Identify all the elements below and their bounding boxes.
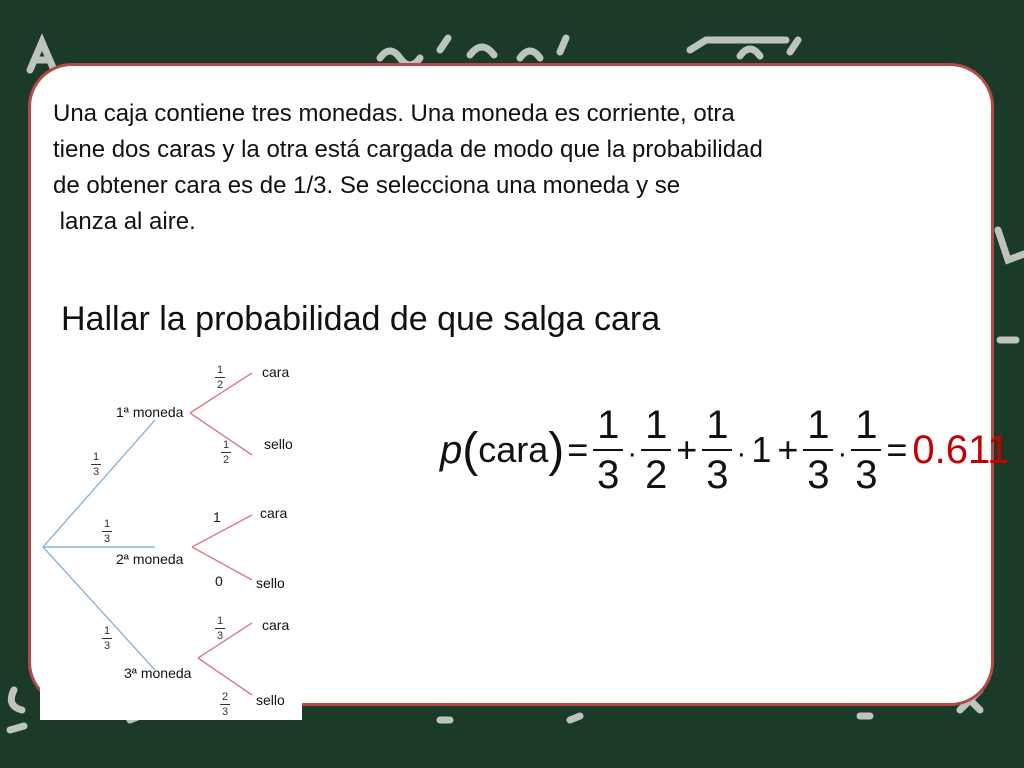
formula-fraction-1: 1 3 (593, 403, 623, 497)
coin-2-label: 2ª moneda (116, 551, 184, 567)
formula-p: p (440, 427, 463, 472)
branch-root-coin-1 (43, 420, 155, 547)
problem-line-1: Una caja contiene tres monedas. Una moneda es corriente, otra (53, 100, 735, 127)
root-prob-coin-1: 1 3 (92, 451, 100, 478)
formula-equals: = (567, 429, 589, 470)
formula-dot-1: · (627, 437, 638, 470)
coin-3-p-cara: 1 3 (216, 615, 224, 642)
problem-statement (53, 96, 993, 240)
formula-open-paren: ( (462, 423, 479, 477)
coin-3-cara-label: cara (262, 617, 290, 633)
formula-result: 0.611 (912, 427, 1010, 472)
coin-2-sello-label: sello (256, 575, 285, 591)
formula-equals-2: = (886, 429, 908, 470)
formula-fraction-4: 1 3 (803, 403, 833, 497)
formula-fraction-3: 1 3 (702, 403, 732, 497)
coin-2-p-cara: 1 (213, 509, 221, 525)
coin-3-p-sello: 2 3 (221, 691, 229, 718)
formula-dot-3: · (837, 437, 848, 470)
coin-1-p-cara: 1 2 (216, 364, 224, 391)
probability-tree-diagram (40, 355, 302, 720)
probability-formula (440, 398, 1010, 502)
coin-1-cara-label: cara (262, 364, 290, 380)
formula-close-paren: ) (548, 423, 565, 477)
coin-1-label: 1ª moneda (116, 404, 184, 420)
coin-3-sello-label: sello (256, 692, 285, 708)
branch-coin-2-cara (192, 515, 252, 547)
problem-line-3: de obtener cara es de 1/3. Se selecciona una moneda y se (53, 172, 681, 199)
branch-coin-3-sello (198, 658, 252, 695)
problem-line-4: lanza al aire. (53, 208, 196, 235)
formula-one: 1 (751, 429, 772, 470)
root-prob-coin-2: 1 3 (103, 518, 111, 545)
coin-1-p-sello: 1 2 (222, 439, 230, 466)
formula-plus-2: + (777, 429, 799, 470)
coin-2-cara-label: cara (260, 505, 288, 521)
question-heading: Hallar la probabilidad de que salga cara (61, 300, 661, 338)
formula-event: cara (478, 429, 549, 470)
problem-line-2: tiene dos caras y la otra está cargada de modo que la probabilidad (53, 136, 763, 163)
branch-coin-3-cara (198, 623, 252, 658)
coin-2-p-sello: 0 (215, 573, 223, 589)
coin-1-sello-label: sello (264, 436, 293, 452)
coin-3-label: 3ª moneda (124, 665, 192, 681)
formula-dot-2: · (736, 437, 747, 470)
formula-fraction-2: 1 2 (641, 403, 671, 497)
formula-fraction-5: 1 3 (851, 403, 881, 497)
formula-plus-1: + (676, 429, 698, 470)
root-prob-coin-3: 1 3 (103, 625, 111, 652)
